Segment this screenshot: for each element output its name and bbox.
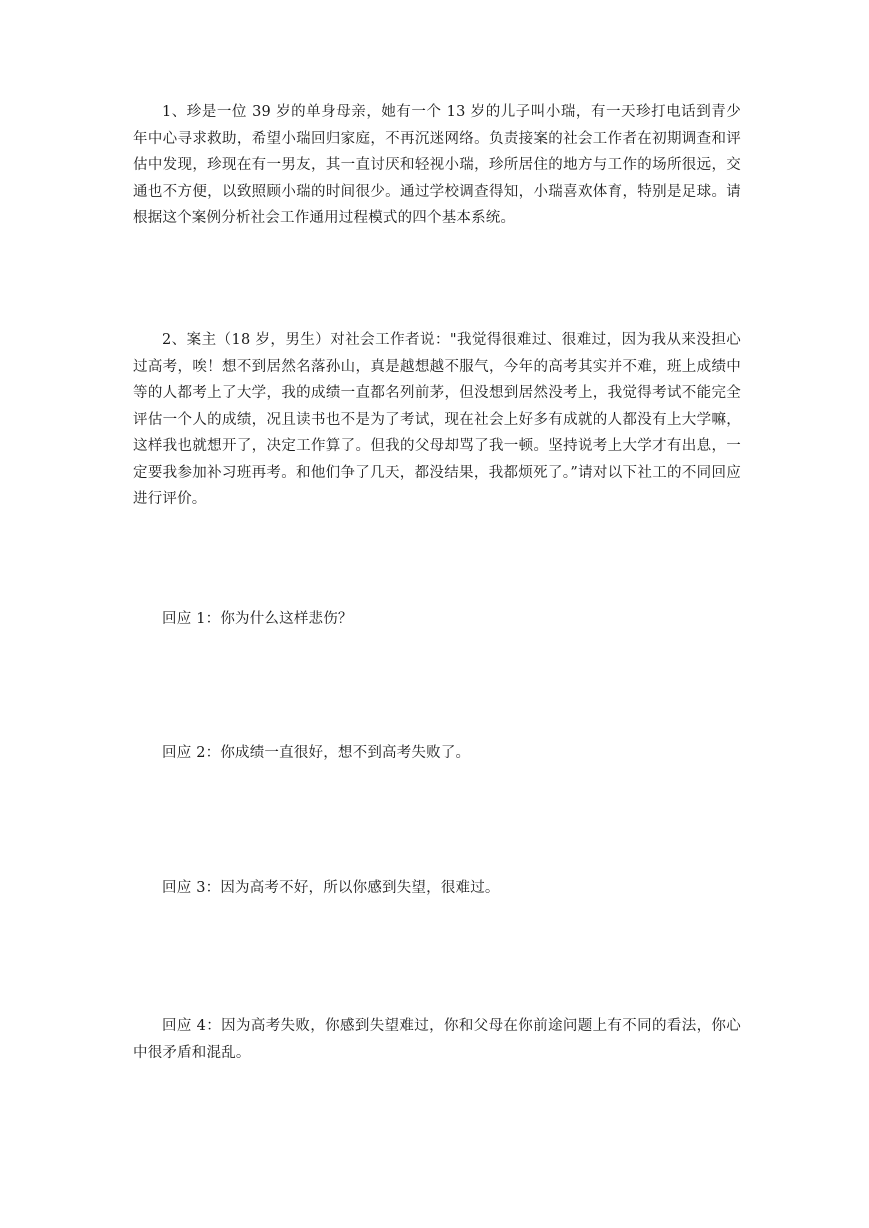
question-1-text: 1、珍是一位 39 岁的单身母亲，她有一个 13 岁的儿子叫小瑞，有一天珍打电话到青少年中心寻求救助，希望小瑞回归家庭，不再沉迷网络。负责接案的社会工作者在初期调查和评估中发现，珍现在有一男友，其一直讨厌和轻视小瑞，珍所居住的地方与工作的场所很远，交通也不方便，以致照顾小瑞的时间很少。通过学校调查得知，小瑞喜欢体育，特别是足球。请根据这个案例分析社会工作通用过程模式的四个基本系统。: [133, 104, 741, 226]
response-3-text: 回应 3：因为高考不好，所以你感到失望，很难过。: [162, 880, 500, 896]
response-2-text: 回应 2：你成绩一直很好，想不到高考失败了。: [162, 745, 471, 761]
response-4-text: 回应 4：因为高考失败，你感到失望难过，你和父母在你前途问题上有不同的看法，你心中很矛盾和混乱。: [133, 1018, 741, 1061]
question-2-text: 2、案主（18 岁，男生）对社会工作者说："我觉得很难过、很难过，因为我从来没担心过高考，唉！想不到居然名落孙山，真是越想越不服气，今年的高考其实并不难，班上成绩中等的人都考上了大学，我的成绩一直都名列前茅，但没想到居然没考上，我觉得考试不能完全评估一个人的成绩，况且读书也不是为了考试，现在社会上好多有成就的人都没有上大学嘛，这样我也就想开了，决定工作算了。但我的父母却骂了我一顿。坚持说考上大学才有出息，一定要我参加补习班再考。和他们争了几天，都没结果，我都烦死了。”请对以下社工的不同回应进行评价。: [133, 332, 741, 507]
response-1-text: 回应 1：你为什么这样悲伤？: [162, 611, 353, 627]
